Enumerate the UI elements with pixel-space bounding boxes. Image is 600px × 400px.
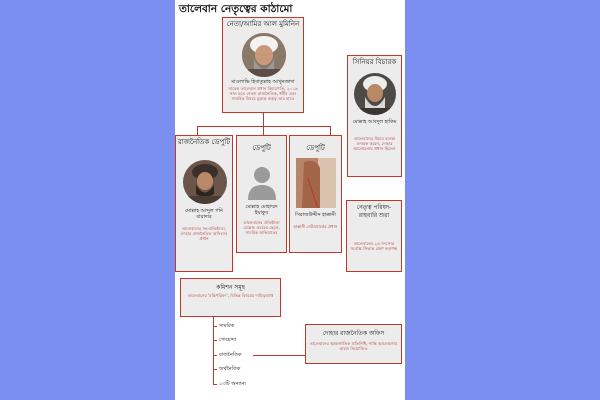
- connector-deputies-horizontal: [197, 126, 331, 127]
- deputy-2-photo-placeholder: [242, 160, 282, 200]
- commissions-title: কমিশন সমূহ: [216, 284, 245, 291]
- page-title: তালেবান নেতৃত্বের কাঠামো: [179, 3, 293, 15]
- leader-desc: সাবেক তালেবান প্রধান বিচারপতি, ২০১৬ সাল হতে নেতা। রাজনৈতিক, ধর্মীয় এবং সামরিক বিষয়ে চূড়ান্ত কর্তৃত্ব তার হাতে: [228, 86, 298, 102]
- deputy-box-3: [289, 135, 342, 253]
- deputy-2-desc: তালেবানের প্রতিষ্ঠাতা মোল্লাহ ওমরের ছেলে, সামরিক অভিযানের: [243, 220, 280, 236]
- chief-justice-box: [347, 55, 402, 177]
- doha-office-title: দোহার রাজনৈতিক অফিস: [322, 330, 385, 337]
- connector-item-1: [213, 326, 217, 327]
- leader-title: নেতা/আমির আল মুমিনিন: [226, 20, 300, 28]
- chief-justice-desc: তালেবানের বিচার ব্যবস্থা তদারক করেন, দোহার আলোচনায় প্রধান ছিলেন: [353, 136, 396, 152]
- connector-item-5: [213, 384, 217, 385]
- deputy-box-1: [175, 135, 233, 272]
- connector-item-4: [213, 369, 217, 370]
- deputy-1-desc: তালেবানের সহ-প্রতিষ্ঠাতা, দোহার রাজনৈতিক অফিসের প্রধান: [180, 226, 228, 242]
- deputy-2-name: মোল্লাহ মোহাম্মদ ইয়াকুব: [245, 204, 278, 216]
- commissions-box: [180, 278, 281, 317]
- connector-deputy-1: [197, 126, 198, 135]
- commission-item-economic: অর্থনৈতিক: [219, 366, 241, 372]
- connector-deputy-3: [330, 126, 331, 135]
- council-title: নেতৃত্ব পরিষদ- রাহবারি শুরা: [356, 204, 392, 219]
- deputy-3-desc: হাক্কানী নেটওয়ার্কের প্রধান: [293, 224, 338, 229]
- deputy-2-title: ডেপুটি: [252, 144, 271, 152]
- deputy-1-title: রাজনৈতিক ডেপুটি: [177, 138, 231, 146]
- deputy-3-title: ডেপুটি: [306, 144, 325, 152]
- deputy-3-name: সিরাজউদ্দীন হাক্কানী: [295, 212, 336, 218]
- doha-office-box: [305, 324, 402, 364]
- commission-item-military: সামরিক: [219, 323, 235, 329]
- deputy-1-name: মোল্লাহ আব্দুল গনি বারাদার: [185, 208, 223, 220]
- chief-justice-photo: [354, 73, 396, 115]
- connector-item-2: [213, 340, 217, 341]
- leader-name: মাওলাভি হিবাতুল্লাহ আখুনজাদা: [231, 79, 295, 85]
- deputy-box-2: [236, 135, 287, 253]
- leader-box: [222, 17, 304, 113]
- deputy-1-photo: [183, 160, 227, 204]
- chief-justice-name: মোল্লাহ আবদুল হাকিম: [352, 119, 397, 125]
- commission-item-intelligence: গোয়েন্দা: [219, 337, 237, 343]
- council-desc: তালেবানের ২৬ সদস্যের সর্বোচ্চ সিদ্ধান্ত গ্রহণ কর্তৃপক্ষ: [350, 241, 398, 252]
- connector-item-3: [213, 355, 217, 356]
- deputy-3-photo: [296, 158, 336, 208]
- connector-deputy-2: [263, 126, 264, 135]
- leader-photo: [242, 33, 286, 77]
- connector-leader-down: [263, 113, 264, 126]
- council-box: [346, 200, 402, 272]
- org-chart-panel: [175, 0, 405, 400]
- commission-item-political: রাজনৈতিক: [219, 352, 242, 358]
- doha-office-desc: তালেবানের আন্তর্জাতিক প্রতিনিধি, শান্তি আলোচনার কাজে নিয়োজিত: [309, 341, 398, 352]
- connector-doha: [253, 355, 305, 356]
- commissions-desc: তালেবানের 'মন্ত্রিপরিষদ', বিভিন্ন বিষয়ের দায়িত্বপ্রাপ্ত: [187, 293, 274, 298]
- commission-item-others: ১৩টি অন্যান্য: [219, 381, 246, 387]
- chief-justice-title: সিনিয়র বিচারক: [352, 58, 397, 66]
- connector-commissions-vertical: [213, 317, 214, 385]
